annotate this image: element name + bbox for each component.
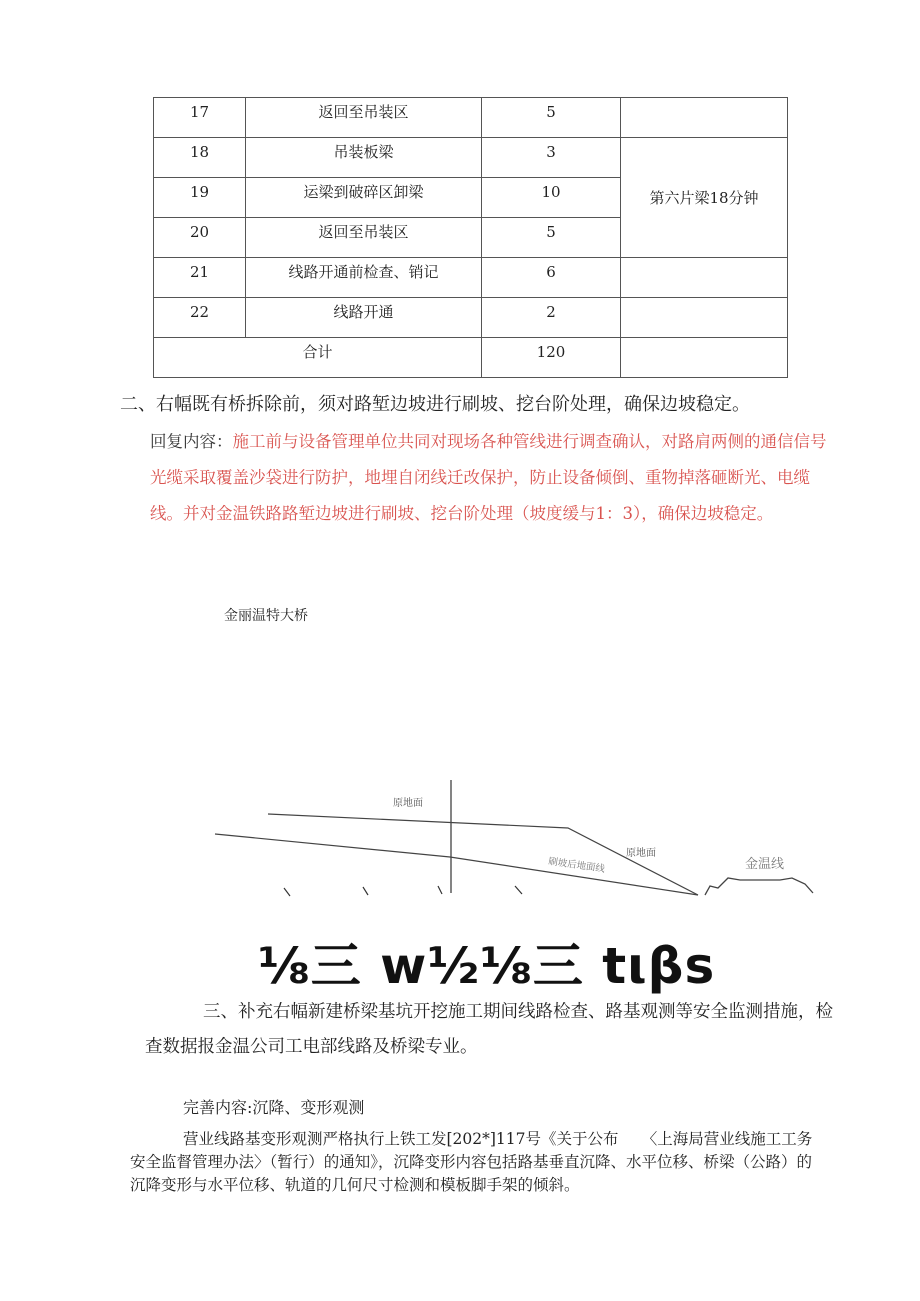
hatch-mark: [284, 888, 290, 896]
rail-embankment: [705, 878, 813, 895]
row-minutes: 10: [482, 178, 621, 218]
row-number: 19: [154, 178, 246, 218]
row-note: [621, 298, 788, 338]
table-total-row: [154, 338, 788, 378]
row-minutes: 6: [482, 258, 621, 298]
total-label: 合计: [154, 338, 482, 378]
total-value: 120: [482, 338, 621, 378]
hatch-mark: [363, 887, 368, 895]
label-original-ground-top: 原地面: [393, 798, 423, 809]
row-item: 返回至吊装区: [246, 218, 482, 258]
row-number: 18: [154, 138, 246, 178]
improve-label: 完善内容:沉降、变形观测: [183, 1098, 365, 1117]
hatch-mark: [515, 886, 522, 894]
label-jinwen-line: 金温线: [745, 857, 785, 872]
reply-paragraph: [150, 424, 830, 532]
row-item: 返回至吊装区: [246, 98, 482, 138]
figure-caption: 金丽温特大桥: [224, 608, 308, 624]
row-minutes: 5: [482, 98, 621, 138]
table-row: [154, 98, 788, 138]
row-note: [621, 338, 788, 378]
merged-note-cell: 第六片梁18分钟: [621, 138, 788, 258]
row-item: 线路开通: [246, 298, 482, 338]
row-minutes: 2: [482, 298, 621, 338]
row-item: 运梁到破碎区卸梁: [246, 178, 482, 218]
row-minutes: 3: [482, 138, 621, 178]
section-2-heading: 二、右幅既有桥拆除前，须对路堑边坡进行刷坡、挖台阶处理，确保边坡稳定。: [120, 394, 750, 415]
slope-cross-section-diagram: [200, 770, 840, 910]
row-minutes: 5: [482, 218, 621, 258]
reply-label: 回复内容：: [150, 432, 233, 451]
trimmed-ground-line: [215, 834, 698, 895]
row-item: 线路开通前检查、销记: [246, 258, 482, 298]
row-number: 21: [154, 258, 246, 298]
table-row: [154, 298, 788, 338]
section-3-heading: 三、补充右幅新建桥梁基坑开挖施工期间线路检查、路基观测等安全监测措施，检查数据报金温公司工电部线路及桥梁专业。: [145, 1002, 833, 1057]
schedule-table: [153, 97, 787, 381]
schedule-table-grid: [153, 97, 788, 378]
garbled-figure-text: ⅛三 w½⅛三 tιβs: [258, 937, 716, 995]
row-item: 吊装板梁: [246, 138, 482, 178]
label-original-ground-slope: 原地面: [626, 848, 656, 859]
row-number: 17: [154, 98, 246, 138]
label-trimmed-ground-line: 刷坡后地面线: [547, 856, 606, 875]
row-number: 20: [154, 218, 246, 258]
table-row: [154, 138, 788, 178]
table-row: [154, 258, 788, 298]
reply-text: 施工前与设备管理单位共同对现场各种管线进行调查确认，对路肩两侧的通信信号光缆采取覆盖沙袋进行防护，地埋自闭线迁改保护，防止设备倾倒、重物掉落砸断光、电缆线。并对金温铁路路堑边坡进行刷坡、挖台阶处理（坡度缓与1：3），确保边坡稳定。: [150, 432, 827, 523]
row-number: 22: [154, 298, 246, 338]
row-note: [621, 258, 788, 298]
section-3-body: 营业线路基变形观测严格执行上铁工发[202*]117号《关于公布 〈上海局营业线施工工务安全监督管理办法〉（暂行）的通知》，沉降变形内容包括路基垂直沉降、水平位移、桥梁（公路）的沉降变形与水平位移、轨道的几何尺寸检测和模板脚手架的倾斜。: [130, 1130, 813, 1194]
hatch-mark: [438, 886, 442, 894]
row-note: [621, 98, 788, 138]
